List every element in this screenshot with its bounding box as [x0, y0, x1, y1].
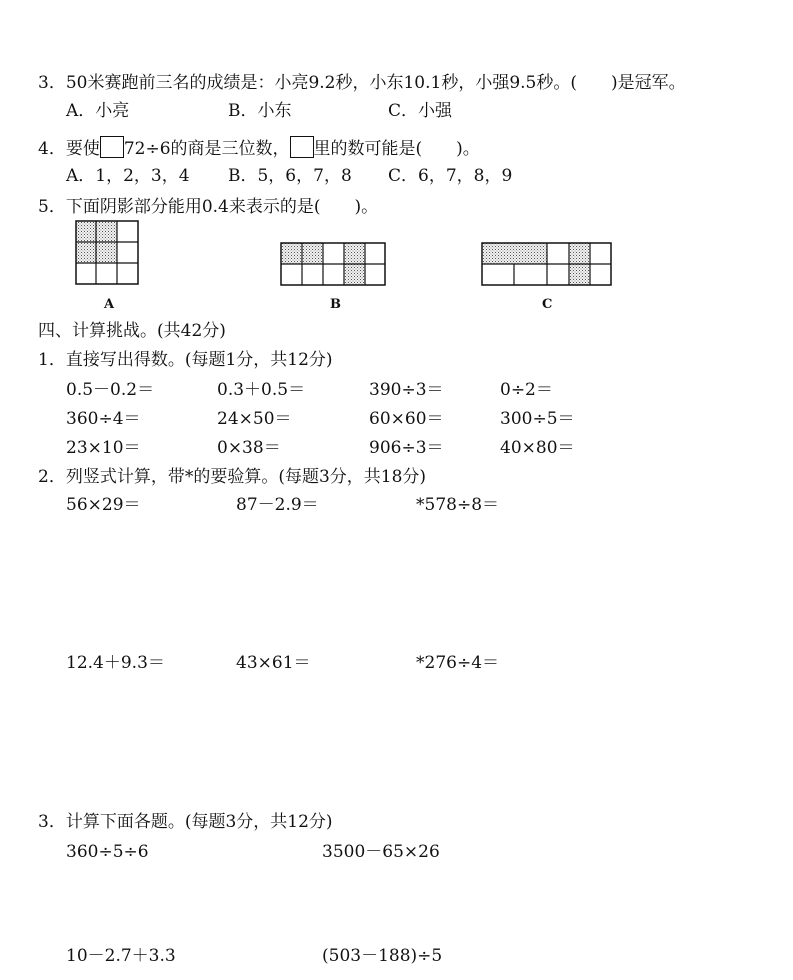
vertical-calc-item: *276÷4＝ [416, 653, 500, 673]
mental-calc-item: 906÷3＝ [369, 438, 444, 458]
shaded-cell [302, 243, 323, 264]
q5-figures [0, 0, 793, 330]
shaded-cell [344, 264, 365, 285]
section-4-title: 四、计算挑战。(共42分) [38, 321, 226, 341]
figure-a-grid [76, 221, 138, 284]
part-1-title: 1．直接写出得数。(每题1分，共12分) [38, 350, 333, 370]
mental-calc-item: 0÷2＝ [500, 380, 553, 400]
mental-calc-item: 23×10＝ [66, 438, 141, 458]
mental-calc-item: 390÷3＝ [369, 380, 444, 400]
q4-option-c: C．6，7，8，9 [388, 166, 513, 186]
mental-calc-item: 24×50＝ [217, 409, 292, 429]
shaded-cell [96, 221, 117, 242]
q3-option-b: B．小东 [228, 101, 292, 121]
q3-option-c: C．小强 [388, 101, 453, 121]
figure-b-grid [281, 243, 385, 285]
q4-option-b: B．5，6，7，8 [228, 166, 352, 186]
q4-option-a: A．1，2，3，4 [66, 166, 190, 186]
mental-calc-item: 60×60＝ [369, 409, 444, 429]
q4-stem-part1: 4．要使 [38, 139, 100, 159]
mental-calc-item: 0.5－0.2＝ [66, 380, 155, 400]
expression-item: 360÷5÷6 [66, 842, 149, 862]
shaded-cell [569, 264, 590, 285]
vertical-calc-item: 43×61＝ [236, 653, 311, 673]
shaded-cell [96, 242, 117, 263]
mental-calc-item: 0×38＝ [217, 438, 281, 458]
part-3-title: 3．计算下面各题。(每题3分，共12分) [38, 812, 333, 832]
q3-option-a: A．小亮 [66, 101, 130, 121]
figure-b-label: B [330, 297, 341, 312]
figure-c-grid [482, 243, 611, 285]
expression-item: 3500－65×26 [322, 842, 440, 862]
shaded-cell [344, 243, 365, 264]
shaded-cell [569, 243, 590, 264]
mental-calc-item: 0.3＋0.5＝ [217, 380, 306, 400]
shaded-cell [482, 243, 547, 264]
q4-stem-part2: 72÷6的商是三位数， [123, 139, 290, 159]
shaded-cell [281, 243, 302, 264]
q5-stem: 5．下面阴影部分能用0.4来表示的是( )。 [38, 197, 379, 217]
expression-item: (503－188)÷5 [322, 946, 443, 966]
mental-calc-item: 300÷5＝ [500, 409, 575, 429]
shaded-cell [76, 242, 96, 263]
figure-a-label: A [104, 297, 115, 312]
shaded-cell [76, 221, 96, 242]
figure-c-label: C [542, 297, 553, 312]
expression-item: 10－2.7＋3.3 [66, 946, 176, 966]
vertical-calc-item: *578÷8＝ [416, 495, 500, 515]
mental-calc-item: 40×80＝ [500, 438, 575, 458]
part-2-title: 2．列竖式计算，带*的要验算。(每题3分，共18分) [38, 467, 427, 487]
mental-calc-item: 360÷4＝ [66, 409, 141, 429]
vertical-calc-item: 87－2.9＝ [236, 495, 319, 515]
q4-stem-part3: 里的数可能是( )。 [313, 139, 480, 159]
vertical-calc-item: 12.4＋9.3＝ [66, 653, 165, 673]
vertical-calc-item: 56×29＝ [66, 495, 141, 515]
q3-stem: 3．50米赛跑前三名的成绩是：小亮9.2秒，小东10.1秒，小强9.5秒。( )是冠军。 [38, 73, 686, 93]
